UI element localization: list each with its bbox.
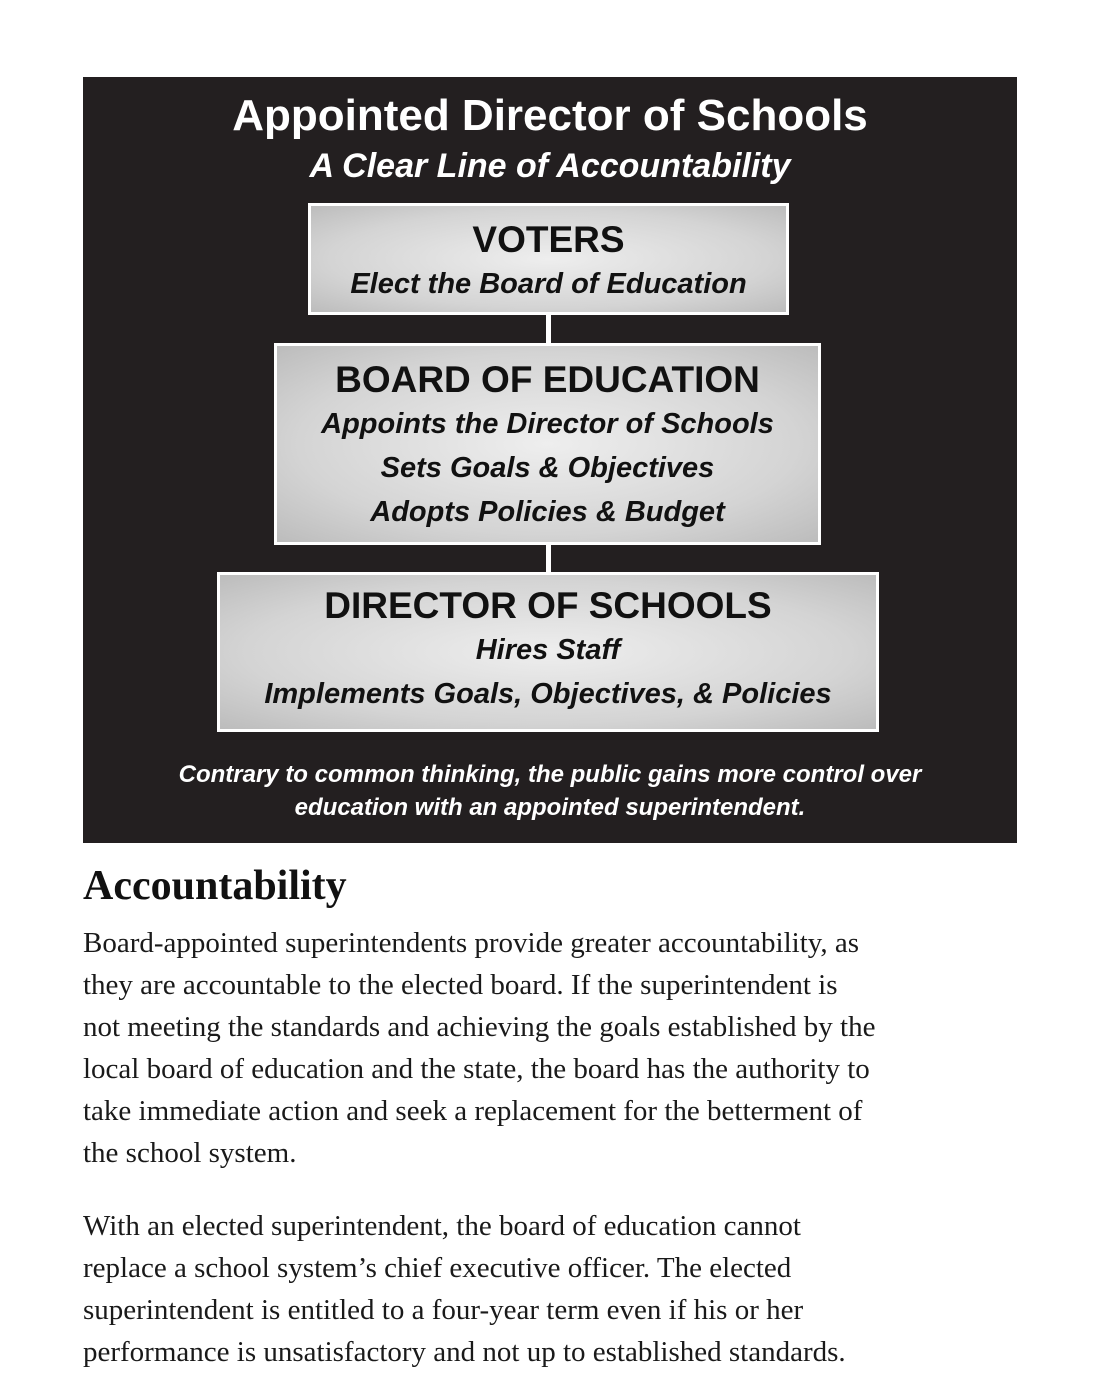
board-of-education-box — [274, 343, 821, 545]
director-heading: DIRECTOR OF SCHOOLS — [324, 585, 772, 626]
director-role-line: Implements Goals, Objectives, & Policies — [264, 678, 832, 710]
paragraph-line: not meeting the standards and achieving the goals established by the — [83, 1011, 876, 1043]
paragraph-line: With an elected superintendent, the board of education cannot — [83, 1210, 801, 1242]
paragraph-line: superintendent is entitled to a four-year term even if his or her — [83, 1294, 804, 1326]
paragraph-line: Board-appointed superintendents provide greater accountability, as — [83, 927, 860, 959]
caption-line: Contrary to common thinking, the public gains more control over — [178, 761, 922, 788]
paragraph-line: local board of education and the state, the board has the authority to — [83, 1053, 870, 1085]
chart-title: Appointed Director of Schools — [232, 91, 868, 140]
voters-heading: VOTERS — [472, 219, 625, 260]
board-role-line: Appoints the Director of Schools — [321, 408, 774, 440]
paragraph-1 — [83, 922, 1017, 1174]
connector-voters-board — [546, 315, 551, 343]
paragraph-line: replace a school system’s chief executive officer. The elected — [83, 1252, 792, 1284]
board-role-line: Sets Goals & Objectives — [380, 452, 715, 484]
director-of-schools-box — [217, 572, 879, 732]
chart-subtitle: A Clear Line of Accountability — [309, 147, 791, 185]
org-chart-panel — [83, 77, 1017, 843]
section-heading: Accountability — [83, 863, 347, 909]
board-role-line: Adopts Policies & Budget — [370, 496, 725, 528]
paragraph-line: they are accountable to the elected board. If the superintendent is — [83, 969, 838, 1001]
chart-caption — [83, 758, 1017, 824]
director-role-line: Hires Staff — [475, 634, 621, 666]
connector-board-director — [546, 545, 551, 572]
caption-line: education with an appointed superintendent. — [294, 794, 806, 821]
paragraph-line: take immediate action and seek a replacement for the betterment of — [83, 1095, 863, 1127]
board-heading: BOARD OF EDUCATION — [335, 359, 760, 400]
voters-role-line: Elect the Board of Education — [350, 268, 747, 300]
paragraph-line: the school system. — [83, 1137, 297, 1169]
paragraph-2 — [83, 1205, 1017, 1373]
paragraph-line: performance is unsatisfactory and not up to established standards. — [83, 1336, 846, 1368]
voters-box — [308, 203, 789, 315]
